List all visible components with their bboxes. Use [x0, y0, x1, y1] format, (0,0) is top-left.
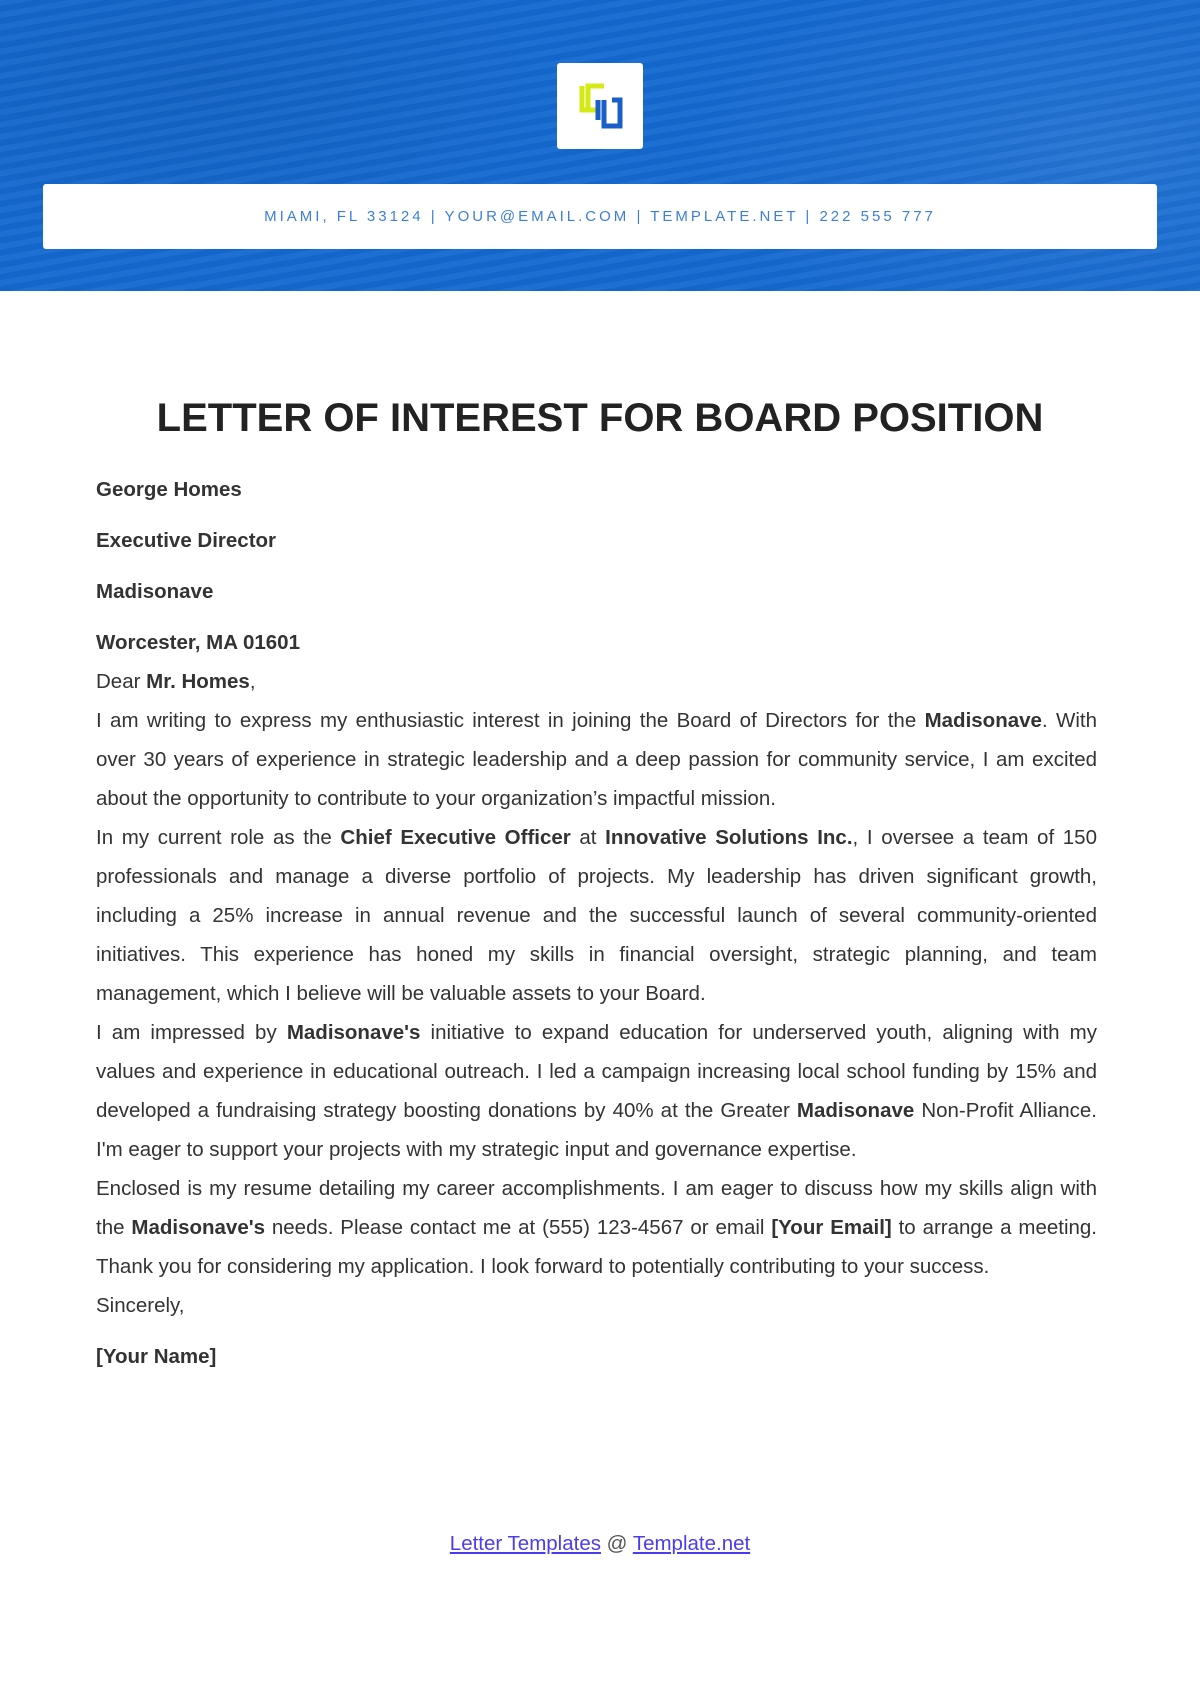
bold-text: Madisonave: [924, 709, 1042, 732]
page-title: LETTER OF INTEREST FOR BOARD POSITION: [156, 396, 1044, 440]
text: Enclosed is my resume detailing my career accomplishments. I am eager to discuss how my skills align with the: [96, 1177, 1097, 1239]
text: I am impressed by: [96, 1021, 287, 1044]
paragraph-3: [96, 1013, 1097, 1169]
recipient-address: Worcester, MA 01601: [96, 631, 300, 654]
contact-bar: [43, 184, 1157, 249]
text: initiative to expand education for underserved youth, aligning with my values and experience in educational outreach. I led a campaign increasing local school funding by 15% and developed a fundraising strategy boosting donations by 40% at the Greater: [96, 1021, 1097, 1122]
bold-text: [Your Email]: [771, 1216, 892, 1239]
bold-text: Madisonave's: [131, 1216, 265, 1239]
text: , I oversee a team of 150 professionals and manage a diverse portfolio of projects. My leadership has driven significant growth, including a 25% increase in annual revenue and the successful launch of several community-oriented initiatives. This experience has honed my skills in financial oversight, strategic planning, and team management, which I believe will be valuable assets to your Board.: [96, 826, 1097, 1005]
recipient-name: George Homes: [96, 478, 242, 501]
contact-info: MIAMI, FL 33124 | YOUR@EMAIL.COM | TEMPLATE.NET | 222 555 777: [264, 208, 936, 225]
paragraph-2: [96, 818, 1097, 1013]
salutation-pre: Dear: [96, 670, 147, 693]
recipient-company: Madisonave: [96, 580, 214, 603]
footer: [0, 1532, 1200, 1556]
text: Non-Profit Alliance. I'm eager to support your projects with my strategic input and governance expertise.: [96, 1099, 1098, 1161]
bold-text: Chief Executive Officer: [340, 826, 571, 849]
salutation: [96, 662, 1097, 701]
salutation-post: ,: [249, 670, 256, 693]
salutation-name: Mr. Homes: [146, 670, 250, 693]
text: I am writing to express my enthusiastic interest in joining the Board of Directors for the: [96, 709, 925, 732]
bold-text: Madisonave's: [286, 1021, 421, 1044]
bold-text: Innovative Solutions Inc.: [605, 826, 853, 849]
text: to arrange a meeting. Thank you for considering my application. I look forward to potentially contributing to your success.: [96, 1216, 1098, 1278]
paragraph-1: [96, 701, 1097, 818]
text: at: [570, 826, 606, 849]
bold-text: Madisonave: [796, 1099, 915, 1122]
letter-templates-link[interactable]: Letter Templates: [449, 1532, 601, 1555]
template-net-link[interactable]: Template.net: [632, 1532, 751, 1555]
paragraph-4: [96, 1169, 1097, 1286]
closing: Sincerely,: [96, 1294, 185, 1317]
text: In my current role as the: [96, 826, 341, 849]
footer-separator: @: [600, 1532, 633, 1555]
header-banner: [0, 0, 1200, 291]
signature: [Your Name]: [96, 1345, 217, 1368]
text: . With over 30 years of experience in strategic leadership and a deep passion for community service, I am excited about the opportunity to contribute to your organization’s impactful mission.: [96, 709, 1097, 810]
text: needs. Please contact me at (555) 123-4567 or email: [265, 1216, 772, 1239]
logo: [557, 63, 643, 149]
letter-body: [96, 470, 1097, 1376]
recipient-position: Executive Director: [96, 529, 277, 552]
template-net-logo-icon: [574, 80, 626, 132]
